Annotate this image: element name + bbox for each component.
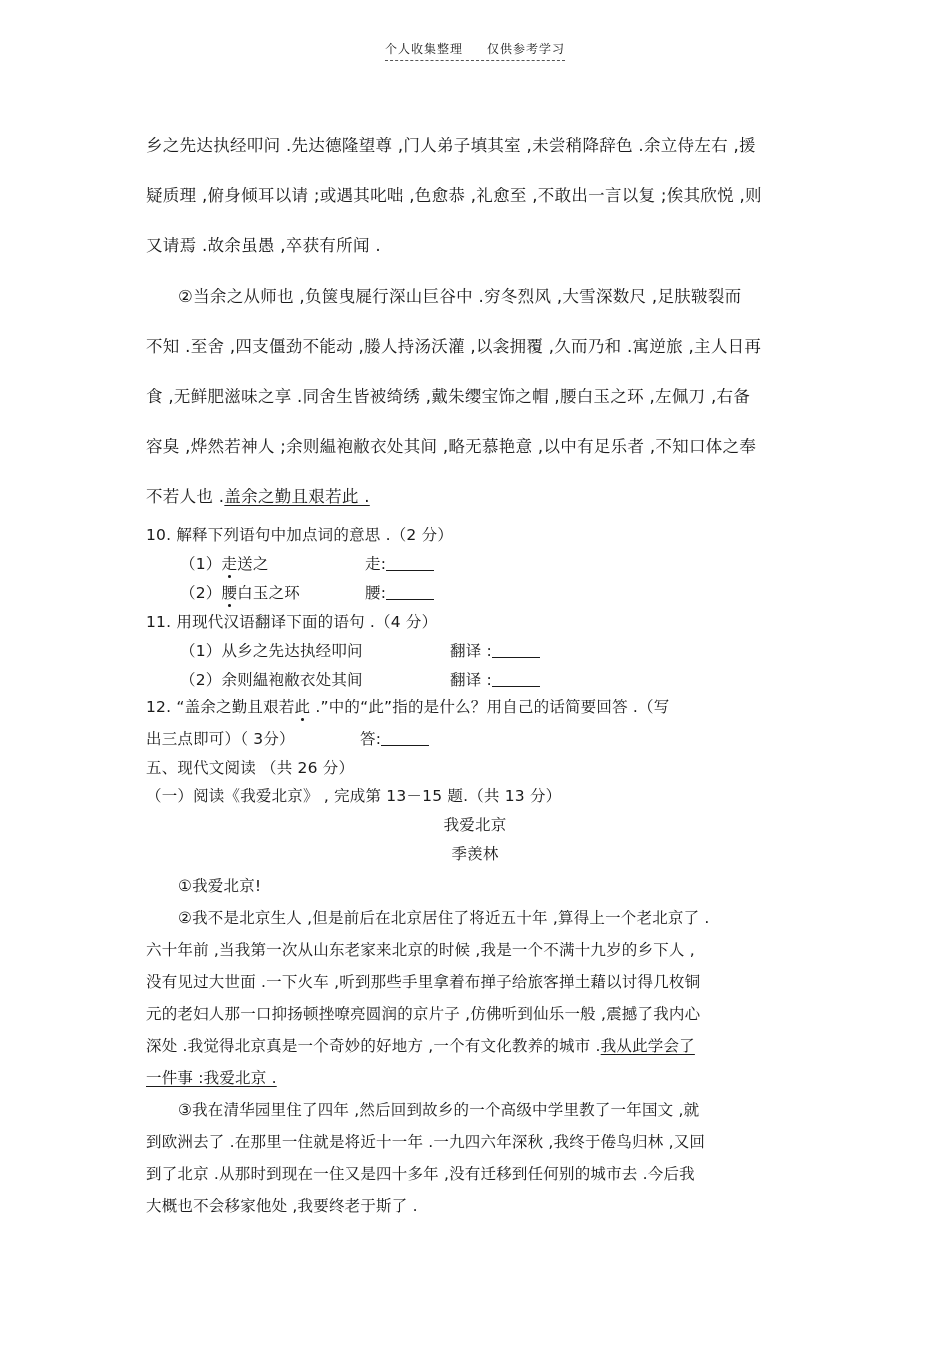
- header-right-text: 仅供参考学习: [487, 42, 566, 56]
- answer-label: 翻译 :: [450, 671, 492, 689]
- question-text: .”中的“此”指的是什么？用自己的话简要回答 .（写: [310, 698, 670, 716]
- passage-line: 食 ,无鲜肥滋味之享 .同舍生皆被绮绣 ,戴朱缨宝饰之帽 ,腰白玉之环 ,左佩刀 ,右备: [146, 387, 751, 406]
- answer-label: 翻译 :: [450, 642, 492, 660]
- question-10-item-2: [180, 581, 300, 603]
- article-line: 没有见过大世面 .一下火车 ,听到那些手里拿着布掸子给旅客掸土藉以讨得几枚铜: [146, 973, 701, 991]
- article-line: 元的老妇人那一口抑扬顿挫嘹亮圆润的京片子 ,仿佛听到仙乐一般 ,震撼了我内心: [146, 1005, 701, 1023]
- answer-11-2: [450, 668, 540, 690]
- article-line: ③我在清华园里住了四年 ,然后回到故乡的一个高级中学里教了一年国文 ,就: [178, 1101, 700, 1119]
- underlined-sentence: 盖余之勤且艰若此 .: [224, 487, 370, 506]
- subsection-heading: （一）阅读《我爱北京》 , 完成第 13－15 题.（共 13 分）: [146, 787, 562, 805]
- passage-line: 乡之先达执经叩问 .先达德隆望尊 ,门人弟子填其室 ,未尝稍降辞色 .余立侍左右 ,援: [146, 136, 756, 155]
- item-number: （1）: [180, 555, 222, 573]
- article-text: 深处 .我觉得北京真是一个奇妙的好地方 ,一个有文化教养的城市 .: [146, 1037, 601, 1055]
- dotted-word: 腰: [221, 584, 238, 602]
- answer-label: 答:: [360, 730, 382, 748]
- article-line: ②我不是北京生人 ,但是前后在北京居住了将近五十年 ,算得上一个老北京了 .: [178, 909, 710, 927]
- answer-12: [360, 727, 429, 749]
- item-text: 白玉之环: [237, 584, 300, 602]
- answer-blank[interactable]: [386, 585, 434, 600]
- passage-line: 疑质理 ,俯身倾耳以请 ;或遇其叱咄 ,色愈恭 ,礼愈至 ,不敢出一言以复 ;俟其欣悦 ,则: [146, 186, 762, 205]
- article-title: 我爱北京: [443, 816, 507, 834]
- article-author: 季羡林: [451, 845, 499, 863]
- passage-line: 又请焉 .故余虽愚 ,卒获有所闻 .: [146, 236, 381, 255]
- answer-10-2: [365, 581, 434, 603]
- page-header: [0, 40, 950, 61]
- answer-label: 腰:: [365, 584, 387, 602]
- dotted-word: 此: [294, 698, 311, 716]
- answer-10-1: [365, 552, 434, 574]
- article-line: [146, 1034, 695, 1056]
- article-line: 大概也不会移家他处 ,我要终老于斯了 .: [146, 1197, 418, 1215]
- question-11-item-1: （1）从乡之先达执经叩问: [180, 642, 363, 660]
- question-11-item-2: （2）余则緼袍敝衣处其间: [180, 671, 363, 689]
- item-number: （2）: [180, 584, 222, 602]
- passage-line: 不知 .至舍 ,四支僵劲不能动 ,媵人持汤沃灌 ,以衾拥覆 ,久而乃和 .寓逆旅 ,主人日再: [146, 337, 762, 356]
- answer-blank[interactable]: [492, 672, 540, 687]
- article-line: 六十年前 ,当我第一次从山东老家来北京的时候 ,我是一个不满十九岁的乡下人 ,: [146, 941, 695, 959]
- underlined-sentence: 一件事 :我爱北京 .: [146, 1069, 277, 1087]
- passage-line: [146, 483, 370, 507]
- question-10: 10. 解释下列语句中加点词的意思 .（2 分）: [146, 526, 454, 544]
- answer-blank[interactable]: [492, 643, 540, 658]
- passage-line: 容臭 ,烨然若神人 ;余则緼袍敝衣处其间 ,略无慕艳意 ,以中有足乐者 ,不知口体之奉: [146, 437, 757, 456]
- answer-label: 走:: [365, 555, 387, 573]
- header-left-text: 个人收集整理: [384, 42, 463, 56]
- answer-blank[interactable]: [381, 731, 429, 746]
- question-12: [146, 695, 669, 717]
- article-line: ①我爱北京!: [178, 877, 262, 895]
- article-line: [146, 1066, 277, 1088]
- article-line: 到了北京 .从那时到现在一住又是四十多年 ,没有迁移到任何别的城市去 .今后我: [146, 1165, 695, 1183]
- question-10-item-1: [180, 552, 269, 574]
- passage-line: ②当余之从师也 ,负箧曳屣行深山巨谷中 .穷冬烈风 ,大雪深数尺 ,足肤皲裂而: [178, 287, 742, 306]
- dotted-word: 走: [221, 555, 238, 573]
- question-12-cont: 出三点即可）（ 3分）: [146, 730, 295, 748]
- passage-text: 不若人也 .: [146, 487, 225, 506]
- underlined-sentence: 我从此学会了: [600, 1037, 695, 1055]
- article-line: 到欧洲去了 .在那里一住就是将近十一年 .一九四六年深秋 ,我终于倦鸟归林 ,又回: [146, 1133, 706, 1151]
- answer-blank[interactable]: [386, 556, 434, 571]
- section-heading: 五、现代文阅读 （共 26 分）: [146, 759, 355, 777]
- question-text: 12. “盖余之勤且艰若: [146, 698, 295, 716]
- item-text: 送之: [237, 555, 269, 573]
- answer-11-1: [450, 639, 540, 661]
- question-11: 11. 用现代汉语翻译下面的语句 .（4 分）: [146, 613, 438, 631]
